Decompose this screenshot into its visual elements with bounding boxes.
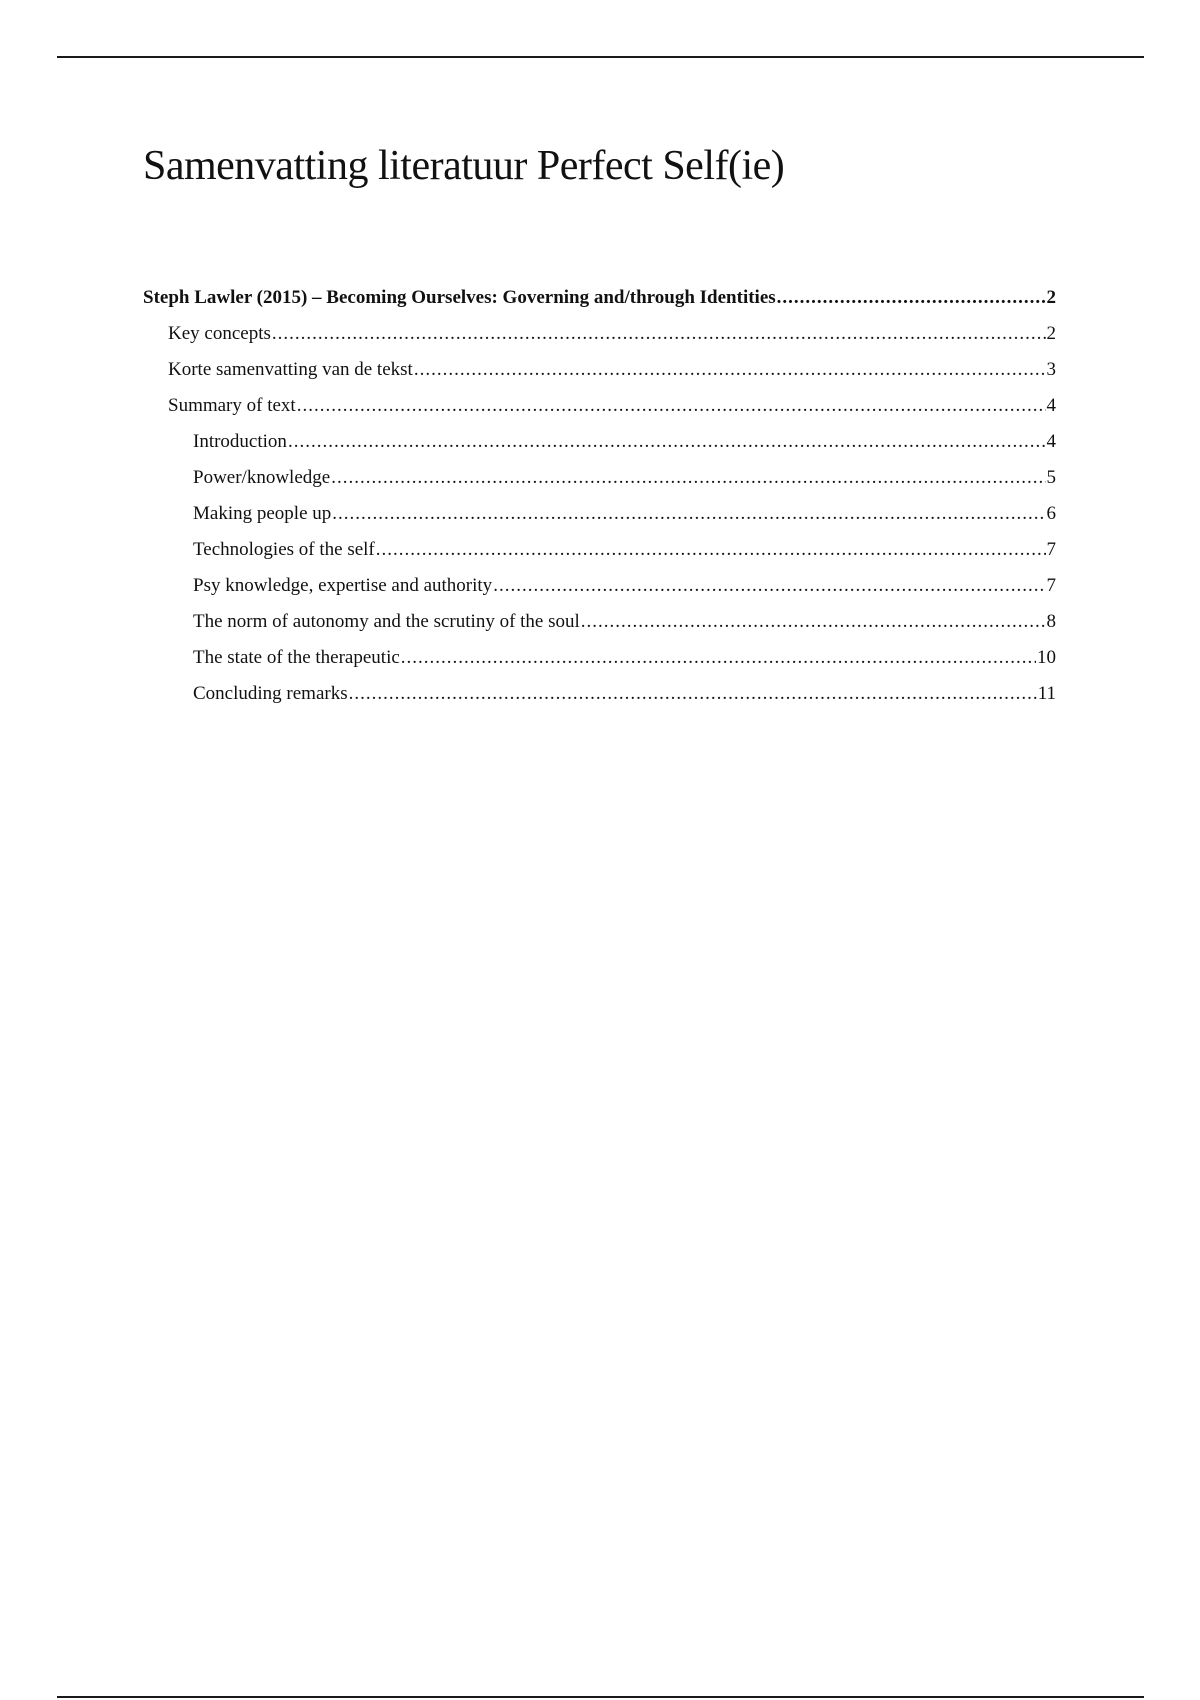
- toc-entry[interactable]: [143, 568, 1056, 604]
- toc-entry-page: 4: [1046, 395, 1056, 416]
- toc-entry-page: 7: [1046, 539, 1056, 560]
- header-rule: [57, 56, 1144, 58]
- toc-entry-label: Key concepts: [168, 323, 271, 344]
- table-of-contents: [143, 280, 1056, 712]
- toc-entry-page: 11: [1037, 683, 1056, 704]
- toc-entry-page: 3: [1046, 359, 1056, 380]
- toc-dot-leader: [272, 316, 1046, 352]
- toc-entry-label: Psy knowledge, expertise and authority: [193, 575, 493, 596]
- toc-entry[interactable]: [143, 532, 1056, 568]
- toc-entry-page: 5: [1046, 467, 1056, 488]
- toc-entry-page: 6: [1046, 503, 1056, 524]
- toc-entry-page: 2: [1046, 287, 1056, 308]
- toc-dot-leader: [493, 568, 1045, 604]
- toc-entry[interactable]: [143, 460, 1056, 496]
- document-title: Samenvatting literatuur Perfect Self(ie): [143, 143, 785, 189]
- toc-dot-leader: [331, 460, 1045, 496]
- toc-entry[interactable]: [143, 604, 1056, 640]
- toc-entry[interactable]: [143, 496, 1056, 532]
- toc-dot-leader: [376, 532, 1046, 568]
- toc-entry-label: Power/knowledge: [193, 467, 331, 488]
- toc-dot-leader: [777, 280, 1046, 316]
- toc-dot-leader: [288, 424, 1046, 460]
- toc-entry-label: Introduction: [193, 431, 287, 452]
- toc-entry-page: 4: [1046, 431, 1056, 452]
- toc-entry-page: 8: [1046, 611, 1056, 632]
- toc-dot-leader: [349, 676, 1037, 712]
- toc-entry[interactable]: [143, 676, 1056, 712]
- toc-entry[interactable]: [143, 316, 1056, 352]
- toc-entry-label: Concluding remarks: [193, 683, 348, 704]
- toc-dot-leader: [401, 640, 1036, 676]
- toc-entry-label: Making people up: [193, 503, 332, 524]
- toc-entry[interactable]: [143, 424, 1056, 460]
- toc-dot-leader: [581, 604, 1046, 640]
- footer-rule: [57, 1696, 1144, 1698]
- toc-entry-page: 10: [1037, 647, 1056, 668]
- toc-entry-page: 2: [1046, 323, 1056, 344]
- toc-dot-leader: [332, 496, 1045, 532]
- toc-entry-label: Summary of text: [168, 395, 296, 416]
- toc-entry-label: The state of the therapeutic: [193, 647, 400, 668]
- toc-dot-leader: [414, 352, 1046, 388]
- toc-entry-label: Steph Lawler (2015) – Becoming Ourselves: Governing and/through Identities: [143, 287, 776, 308]
- toc-entry-page: 7: [1046, 575, 1056, 596]
- toc-entry[interactable]: [143, 352, 1056, 388]
- toc-entry[interactable]: [143, 640, 1056, 676]
- toc-entry-label: Korte samenvatting van de tekst: [168, 359, 413, 380]
- toc-entry-label: Technologies of the self: [193, 539, 375, 560]
- toc-dot-leader: [297, 388, 1046, 424]
- toc-entry[interactable]: [143, 388, 1056, 424]
- toc-entry-label: The norm of autonomy and the scrutiny of the soul: [193, 611, 580, 632]
- toc-entry[interactable]: [143, 280, 1056, 316]
